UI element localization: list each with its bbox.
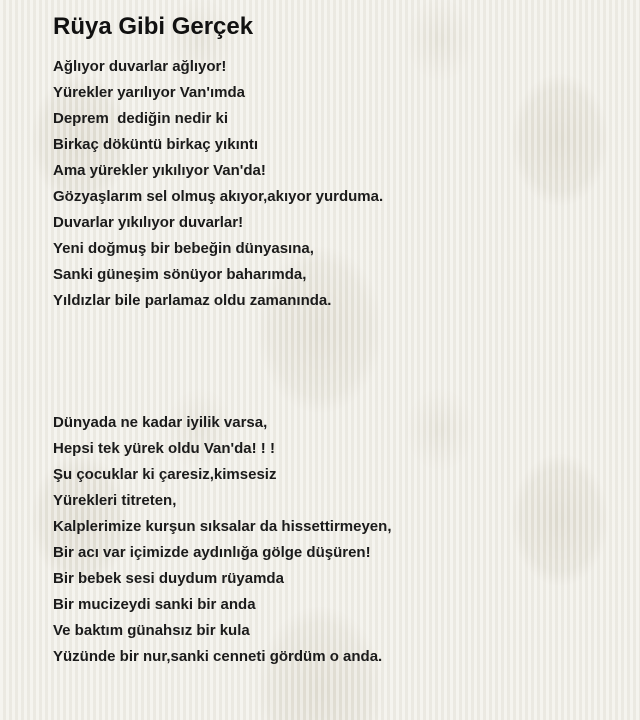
poem-line: Yıldızlar bile parlamaz oldu zamanında. [53, 292, 332, 309]
poem-line: Duvarlar yıkılıyor duvarlar! [53, 214, 244, 231]
poem-line: Kalplerimize kurşun sıksalar da hissettirmeyen, [53, 518, 392, 535]
poem-line: Yüzünde bir nur,sanki cenneti gördüm o anda. [53, 648, 383, 665]
poem-line: Şu çocuklar ki çaresiz,kimsesiz [53, 466, 277, 483]
poem-line: Yürekleri titreten, [53, 492, 177, 509]
poem-line: Hepsi tek yürek oldu Van'da! ! ! [53, 440, 275, 457]
poem-line: Yeni doğmuş bir bebeğin dünyasına, [53, 240, 314, 257]
poem-line: Birkaç döküntü birkaç yıkıntı [53, 136, 259, 153]
poem-line: Ama yürekler yıkılıyor Van'da! [53, 162, 266, 179]
poem-line: Bir mucizeydi sanki bir anda [53, 596, 256, 613]
poem-line: Sanki güneşim sönüyor baharımda, [53, 266, 307, 283]
stanza-2 [53, 410, 613, 670]
poem-container [53, 10, 613, 670]
poem-line: Dünyada ne kadar iyilik varsa, [53, 414, 268, 431]
poem-line: Bir bebek sesi duydum rüyamda [53, 570, 284, 587]
stanza-1 [53, 54, 613, 314]
poem-title: Rüya Gibi Gerçek [53, 13, 254, 40]
poem-line: Bir acı var içimizde aydınlığa gölge düşüren! [53, 544, 371, 561]
poem-line: Gözyaşlarım sel olmuş akıyor,akıyor yurduma. [53, 188, 384, 205]
poem-line: Ağlıyor duvarlar ağlıyor! [53, 58, 227, 75]
poem-line: Ve baktım günahsız bir kula [53, 622, 250, 639]
poem-line: Yürekler yarılıyor Van'ımda [53, 84, 245, 101]
poem-line: Deprem dediğin nedir ki [53, 110, 229, 127]
